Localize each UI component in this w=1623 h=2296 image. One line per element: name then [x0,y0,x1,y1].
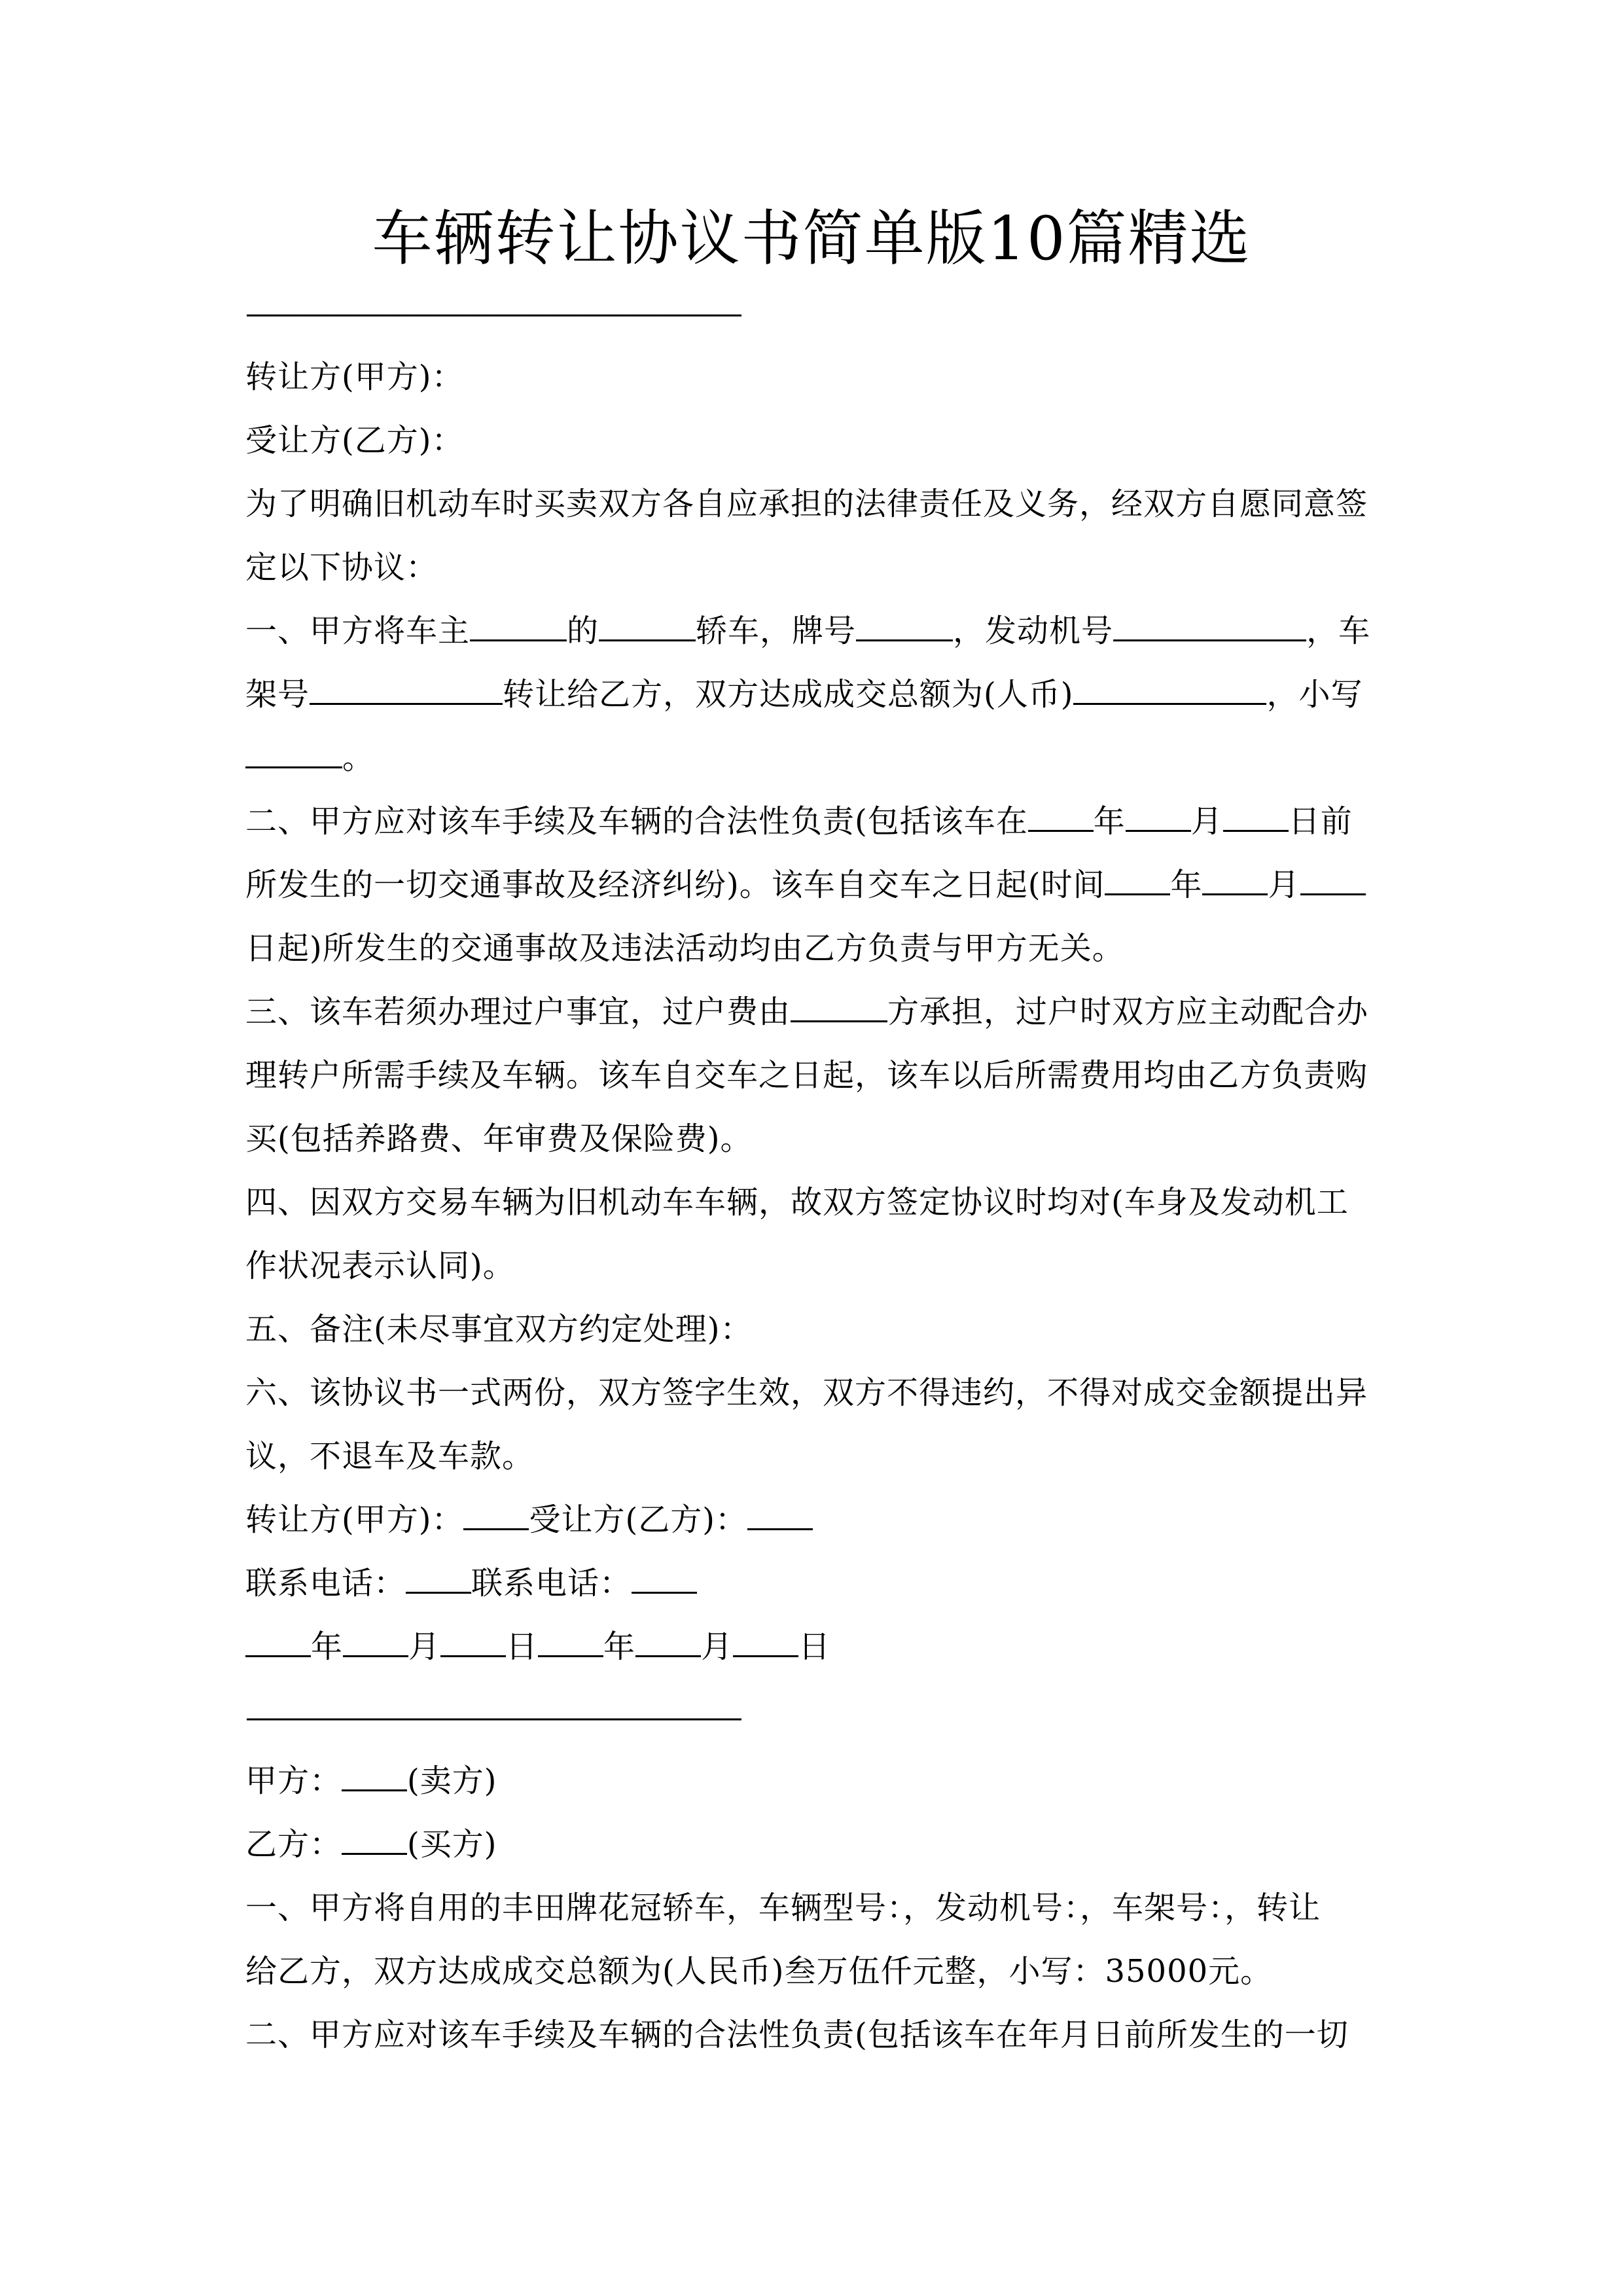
separator-line: —————————————————— [245,295,740,331]
text: 乙方： [245,1826,342,1863]
document-title: 车辆转让协议书简单版10篇精选 [372,204,1251,274]
text: 的 [567,613,599,649]
blank-field[interactable] [342,1763,407,1791]
text: 月 [1190,803,1223,840]
separator-line: —————————————————— [245,1699,740,1734]
text: 日前 [1288,803,1353,840]
text: 三、该车若须办理过户事宜，过户费由 [245,994,791,1030]
blank-field[interactable] [470,613,567,641]
text: (卖方) [407,1763,497,1799]
clause-6-line-1: 六、该协议书一式两份，双方签字生效，双方不得违约，不得对成交金额提出异 [245,1374,1368,1411]
blank-field[interactable] [599,613,696,641]
text: 所发生的一切交通事故及经济纠纷)。该车自交车之日起(时间 [245,867,1105,903]
clause-3-line-2: 理转户所需手续及车辆。该车自交车之日起，该车以后所需费用均由乙方负责购 [245,1057,1368,1094]
blank-field[interactable] [1202,867,1268,895]
text: 受让方(乙方)： [529,1501,747,1538]
clause-2-line-3: 日起)所发生的交通事故及违法活动均由乙方负责与甲方无关。 [245,930,1124,967]
blank-field[interactable] [1028,803,1094,832]
blank-field[interactable] [1223,803,1289,832]
clause-3-line-3: 买(包括养路费、年审费及保险费)。 [245,1121,753,1157]
text: 甲方： [245,1763,342,1799]
signature-line [245,1488,1378,1552]
transferor-label: 转让方(甲方)： [245,359,464,395]
clause-2-line-1 [245,790,1378,853]
blank-field[interactable] [791,994,887,1022]
clause-2-line-2 [245,853,1378,917]
text: 年 [1170,867,1203,903]
blank-field[interactable] [747,1501,813,1530]
blank-field[interactable] [245,740,342,768]
intro-line-2: 定以下协议： [245,549,438,586]
blank-field[interactable] [635,1628,701,1657]
blank-field[interactable] [1073,676,1266,705]
clause-1-line-1 [245,600,1378,663]
text: 转让方(甲方)： [245,1501,464,1538]
blank-field[interactable] [1113,613,1306,641]
blank-field[interactable] [463,1501,529,1530]
blank-field[interactable] [343,1628,408,1657]
clause-4-line-2: 作状况表示认同)。 [245,1247,515,1284]
blank-field[interactable] [245,1628,311,1657]
phone-line [245,1552,1378,1615]
blank-field[interactable] [632,1565,697,1594]
text: 转让给乙方，双方达成成交总额为(人币) [503,676,1074,713]
text: 二、甲方应对该车手续及车辆的合法性负责(包括该车在 [245,803,1028,840]
document-body [245,346,1378,1679]
text: 日 [506,1628,539,1665]
s2-clause-1-line-2: 给乙方，双方达成成交总额为(人民币)叁万伍仟元整，小写：35000元。 [245,1953,1273,1990]
text: 联系电话： [471,1565,632,1602]
blank-field[interactable] [856,613,953,641]
intro-line-1: 为了明确旧机动车时买卖双方各自应承担的法律责任及义务，经双方自愿同意签 [245,486,1368,522]
text: 年 [1093,803,1126,840]
text: 月 [701,1628,734,1665]
clause-1-line-3 [245,726,1378,790]
blank-field[interactable] [1105,867,1170,895]
text: ，车 [1306,613,1371,649]
party-a-line [245,1749,1378,1813]
text: 一、甲方将车主 [245,613,471,649]
date-line [245,1615,1378,1679]
clause-6-line-2: 议，不退车及车款。 [245,1438,535,1475]
text: 年 [603,1628,636,1665]
text: 月 [1268,867,1300,903]
blank-field[interactable] [406,1565,471,1594]
clause-5: 五、备注(未尽事宜双方约定处理)： [245,1311,753,1348]
blank-field[interactable] [1126,803,1191,832]
blank-field[interactable] [733,1628,798,1657]
text: 方承担，过户时双方应主动配合办 [887,994,1369,1030]
s2-clause-2-line-1: 二、甲方应对该车手续及车辆的合法性负责(包括该车在年月日前所发生的一切 [245,2017,1349,2053]
text: (买方) [407,1826,497,1863]
text: 日 [798,1628,831,1665]
blank-field[interactable] [440,1628,506,1657]
blank-field[interactable] [1300,867,1366,895]
text: 年 [311,1628,344,1665]
text: 架号 [245,676,310,713]
document-body-section-2 [245,1749,1378,2067]
blank-field[interactable] [310,676,503,705]
clause-4-line-1: 四、因双方交易车辆为旧机动车车辆，故双方签定协议时均对(车身及发动机工 [245,1184,1349,1221]
blank-field[interactable] [342,1826,407,1855]
text: 轿车，牌号 [696,613,857,649]
text: 月 [408,1628,441,1665]
text: ，发动机号 [953,613,1114,649]
text: 。 [342,740,375,776]
text: ，小写 [1266,676,1363,713]
transferee-label: 受让方(乙方)： [245,422,464,459]
party-b-line [245,1813,1378,1876]
s2-clause-1-line-1: 一、甲方将自用的丰田牌花冠轿车，车辆型号：，发动机号：，车架号：，转让 [245,1890,1321,1926]
blank-field[interactable] [538,1628,603,1657]
text: 联系电话： [245,1565,406,1602]
clause-1-line-2 [245,663,1378,726]
clause-3-line-1 [245,980,1378,1044]
